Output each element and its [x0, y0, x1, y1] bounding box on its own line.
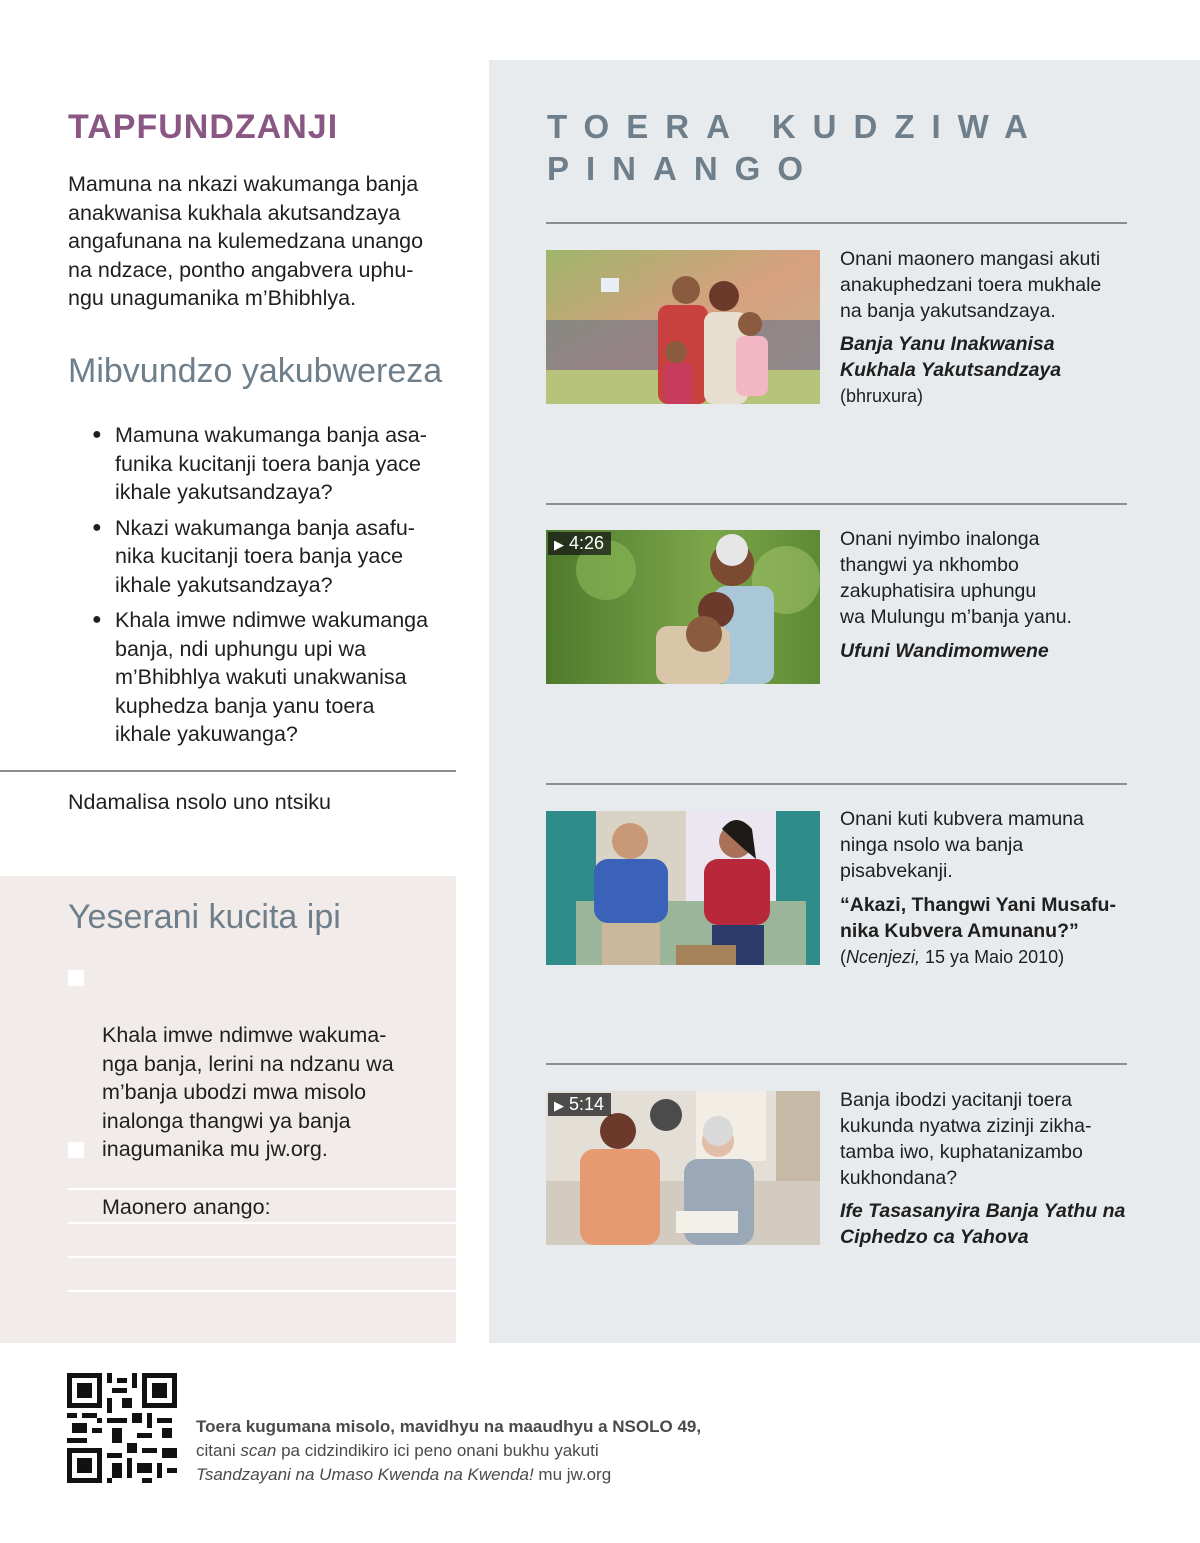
- qr-code-icon[interactable]: [67, 1373, 177, 1483]
- writing-line[interactable]: [68, 1222, 456, 1224]
- footer-note: Toera kugumana misolo, mavidhyu na maaudhyu a NSOLO 49, citani scan pa cidzindikiro ici peno onani bukhu yakuti Tsandzayani na Umaso Kwenda na Kwenda! mu jw.org: [196, 1417, 702, 1484]
- couple-embrace-image[interactable]: [546, 530, 820, 684]
- resource-description: Onani nyimbo inalonga thangwi ya nkhombo zakuphatisira uphungu wa Mulungu m’banja yanu.: [840, 528, 1072, 628]
- try-this-title: Yeserani kucita ipi: [68, 898, 341, 936]
- couple-conversation-image[interactable]: [546, 811, 820, 965]
- divider: [546, 503, 1127, 505]
- divider: [546, 783, 1127, 785]
- lesson-completed-line: Ndamalisa nsolo uno ntsiku: [68, 790, 331, 814]
- try-item: Maonero anango:: [68, 1136, 428, 1250]
- divider: [0, 770, 456, 772]
- summary-title: TAPFUNDZANJI: [68, 108, 339, 146]
- bullet-icon: ●: [92, 518, 102, 536]
- bullet-icon: ●: [92, 611, 102, 628]
- resource-description: Banja ibodzi yacitanji toera kukunda nyatwa zizinji zikha- tamba iwo, kuphatanizambo kukhondana?: [840, 1089, 1092, 1189]
- writing-line[interactable]: [68, 1188, 456, 1190]
- resource-description: Onani maonero mangasi akuti anakuphedzani toera mukhale na banja yakutsandzaya.: [840, 248, 1102, 322]
- review-questions-list: [92, 421, 452, 756]
- review-question: ● Mamuna wakumanga banja asa- funika kucitanji toera banja yace ikhale yakutsandzaya?: [92, 423, 427, 504]
- checkbox[interactable]: [68, 970, 84, 986]
- review-questions-title: Mibvundzo yakubwereza: [68, 352, 443, 390]
- resource-title[interactable]: “Akazi, Thangwi Yani Musafu- nika Kubvera Amunanu?”: [840, 894, 1116, 942]
- divider: [546, 1063, 1127, 1065]
- review-question: ● Nkazi wakumanga banja asafu- nika kucitanji toera banja yace ikhale yakutsandzaya?: [92, 515, 415, 597]
- family-selfie-image[interactable]: [546, 250, 820, 404]
- resource-title[interactable]: Banja Yanu Inakwanisa Kukhala Yakutsandzaya: [840, 333, 1062, 381]
- play-icon: ▶: [554, 1098, 564, 1113]
- try-item: Khala imwe ndimwe wakuma- nga banja, lerini na ndzanu wa m’banja ubodzi mwa misolo inalonga thangwi ya banja inagumanika mu jw.org.: [68, 964, 428, 1192]
- video-duration-badge: ▶ 4:26: [548, 532, 611, 555]
- writing-line[interactable]: [68, 1290, 456, 1292]
- play-icon: ▶: [554, 537, 564, 552]
- resource-description: Onani kuti kubvera mamuna ninga nsolo wa banja pisabvekanji.: [840, 808, 1084, 882]
- resource-source: (bhruxura): [840, 386, 924, 406]
- writing-line[interactable]: [68, 1256, 456, 1258]
- video-duration-badge: ▶ 5:14: [548, 1093, 611, 1116]
- resource-source: (Ncenjezi, 15 ya Maio 2010): [840, 947, 1065, 967]
- summary-text: Mamuna na nkazi wakumanga banja anakwanisa kukhala akutsandzaya angafunana na kulemedzana unango na ndzace, pontho angabvera uphu- ngu unagumanika m’Bhibhlya.: [68, 172, 424, 310]
- review-question: ● Khala imwe ndimwe wakumanga banja, ndi uphungu upi wa m’Bhibhlya wakuti unakwanisa kuphedza banja yanu toera ikhale yakuwanga?: [92, 608, 429, 746]
- explore-more-title: TOERA KUDZIWA PINANGO: [547, 108, 1045, 187]
- divider: [546, 222, 1127, 224]
- checkbox[interactable]: [68, 1142, 84, 1158]
- resource-title[interactable]: Ufuni Wandimomwene: [840, 640, 1049, 662]
- bullet-icon: ●: [92, 426, 102, 443]
- elderly-couple-reading-image[interactable]: [546, 1091, 820, 1245]
- resource-title[interactable]: Ife Tasasanyira Banja Yathu na Ciphedzo ca Yahova: [840, 1200, 1126, 1248]
